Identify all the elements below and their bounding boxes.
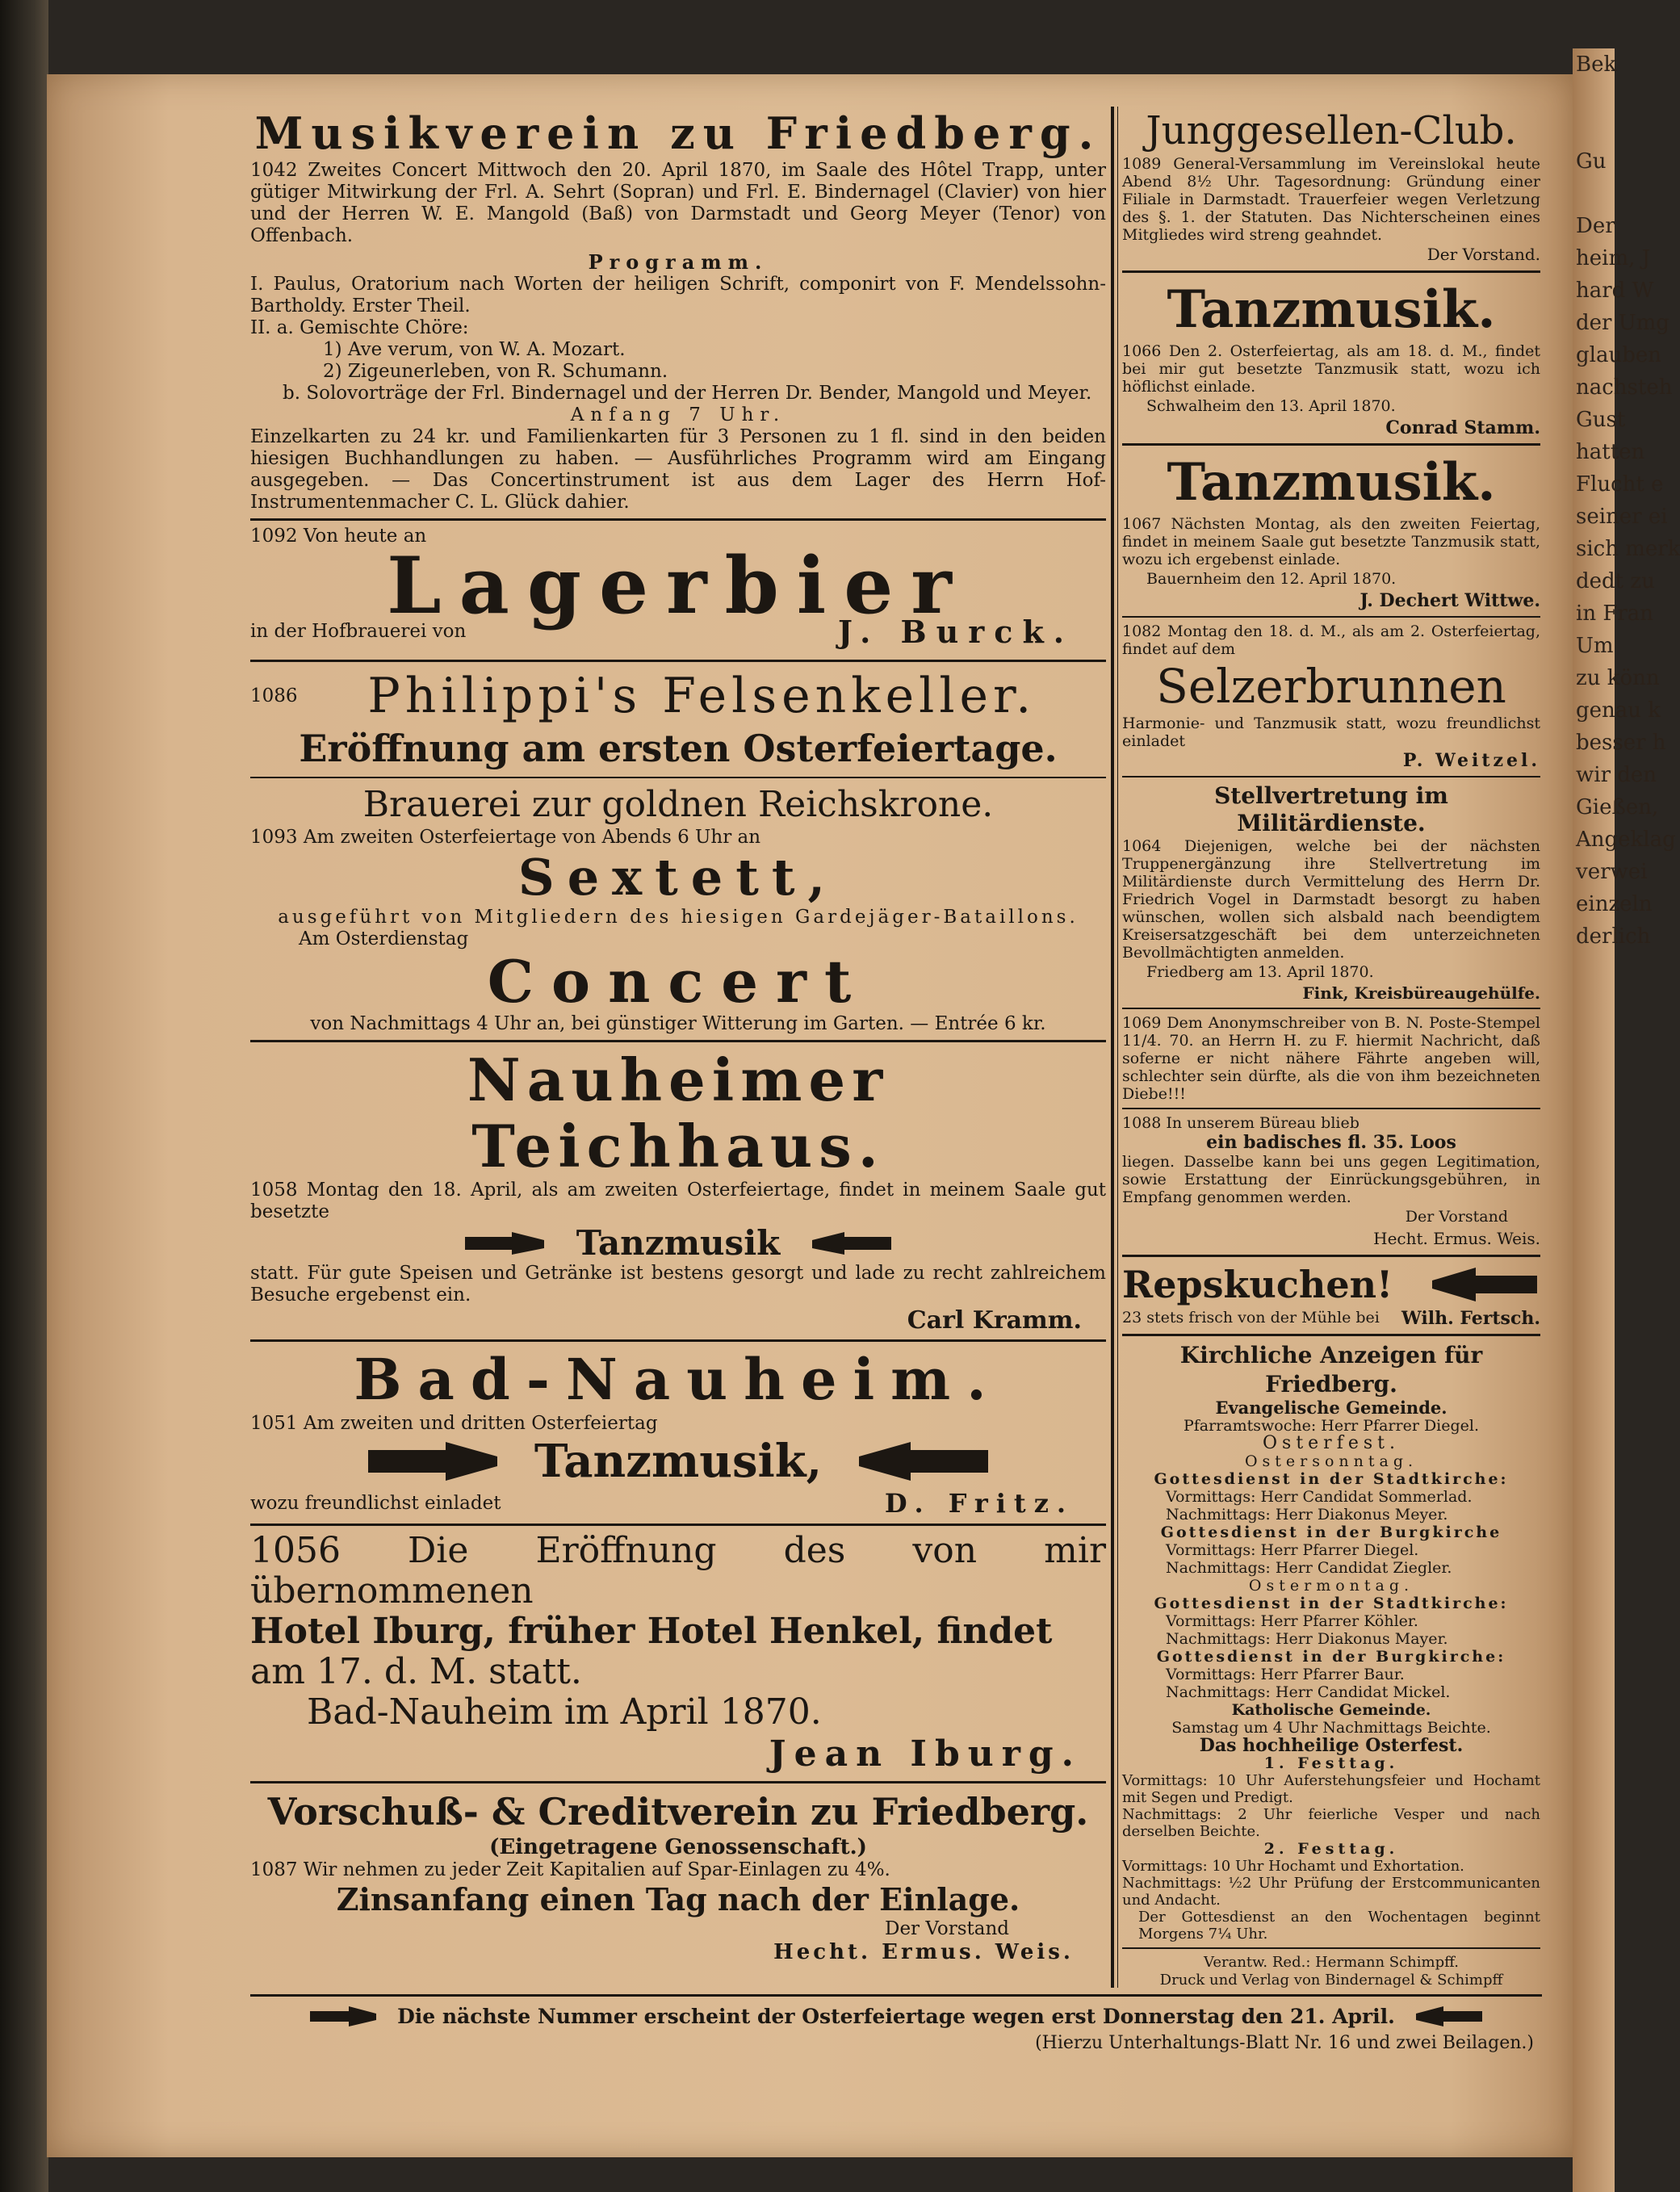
selzer-title: Selzerbrunnen <box>1156 659 1506 714</box>
vorschuss-subtitle: (Eingetragene Genossenschaft.) <box>489 1835 867 1859</box>
right-column <box>1122 107 1540 1989</box>
footer <box>250 2004 1542 2053</box>
separator <box>1122 1947 1540 1949</box>
imprint-editor: Verantw. Red.: Hermann Schimpff. <box>1204 1954 1459 1971</box>
tanzmusik-schwalheim-ad <box>1122 278 1540 438</box>
teichhaus-sign: Carl Kramm. <box>907 1306 1082 1335</box>
kirch-samstag: Samstag um 4 Uhr Nachmittags Beichte. <box>1171 1719 1491 1737</box>
kirch-f1a: Vormittags: 10 Uhr Auferstehungsfeier und Hochamt mit Segen und Predigt. <box>1122 1772 1540 1806</box>
adjacent-page-fragment: sich merk <box>1576 537 1680 561</box>
selzer-sign: P. Weitzel. <box>1402 750 1540 771</box>
bad-nauheim-text: 1051 Am zweiten und dritten Osterfeiertag <box>250 1413 658 1434</box>
kirch-g3b: Nachmittags: Herr Diakonus Mayer. <box>1166 1630 1448 1648</box>
kirch-g3: Gottesdienst in der Stadtkirche: <box>1154 1595 1509 1612</box>
tanzmusik-sign-2: J. Dechert Wittwe. <box>1360 590 1540 611</box>
hotel-iburg-ad <box>250 1531 1106 1776</box>
programm-item-2a: II. a. Gemischte Chöre: <box>250 317 469 338</box>
programm-item-1: I. Paulus, Oratorium nach Worten der heiligen Schrift, componirt von F. Mendelssohn-Bartholdy. Erster Theil. <box>250 274 1106 316</box>
separator <box>250 518 1106 521</box>
stellvertretung-sign: Fink, Kreisbüreaugehülfe. <box>1302 983 1540 1003</box>
adjacent-page-fragment: Gu <box>1576 149 1607 174</box>
selzer-text2: Harmonie- und Tanzmusik statt, wozu freundlichst einladet <box>1122 715 1540 750</box>
separator <box>1122 1008 1540 1009</box>
kirch-g4: Gottesdienst in der Burgkirche: <box>1156 1648 1506 1666</box>
iburg-line-1: 1056 Die Eröffnung des von mir übernommenen <box>250 1530 1106 1612</box>
adjacent-page-fragment: wir den <box>1576 763 1657 787</box>
anonym-notice: 1069 Dem Anonymschreiber von B. N. Poste-Stempel 11/4. 70. an Herrn H. zu F. hiermit Nachricht, daß soferne er nicht nähere Fährte angeben will, schlechter sein dürfte, als die von ihm bezeichneten Diebe!!! <box>1122 1014 1540 1103</box>
separator <box>1122 443 1540 446</box>
tanzmusik-place-1: Schwalheim den 13. April 1870. <box>1146 397 1396 415</box>
bad-nauheim-text2: wozu freundlichst einladet <box>250 1492 501 1514</box>
adjacent-page-fragment <box>1573 81 1615 113</box>
pointing-hand-right-icon <box>463 1229 552 1258</box>
adjacent-page-fragment: Angeklag <box>1576 828 1676 852</box>
felsenkeller-num: 1086 <box>250 685 298 706</box>
iburg-line-2: Hotel Iburg, früher Hotel Henkel, findet <box>250 1611 1053 1652</box>
bad-nauheim-sign: D. Fritz. <box>884 1488 1074 1519</box>
loos-bold: ein badisches fl. 35. Loos <box>1206 1132 1456 1153</box>
tanzmusik-title-1: Tanzmusik. <box>1167 279 1496 340</box>
vorschuss-names: Hecht. Ermus. Weis. <box>773 1940 1074 1964</box>
kirch-ostersonntag: Ostersonntag. <box>1244 1452 1418 1470</box>
adjacent-page-fragment: dedt zu <box>1576 569 1655 593</box>
adjacent-page-fragment <box>1573 113 1615 145</box>
separator <box>250 1040 1106 1042</box>
lagerbier-line: in der Hofbrauerei von <box>250 621 467 642</box>
iburg-line-3: am 17. d. M. statt. <box>250 1651 582 1692</box>
kirch-ostermontag: Ostermontag. <box>1248 1577 1414 1595</box>
programm-item-2b: b. Solovorträge der Frl. Bindernagel und der Herren Dr. Bender, Mangold und Meyer. <box>283 383 1092 404</box>
kirch-g1a: Vormittags: Herr Candidat Sommerlad. <box>1166 1488 1473 1506</box>
kirch-g4a: Vormittags: Herr Pfarrer Baur. <box>1166 1666 1405 1683</box>
osterdienstag-line: Am Osterdienstag <box>299 928 469 949</box>
kirch-pfarramt: Pfarramtswoche: Herr Pfarrer Diegel. <box>1183 1417 1480 1435</box>
kirch-osterfest: Osterfest. <box>1263 1433 1400 1453</box>
separator <box>1122 1334 1540 1336</box>
repskuchen-sign: Wilh. Fertsch. <box>1401 1307 1540 1329</box>
stellvertretung-ad <box>1122 782 1540 1003</box>
kirch-g1b: Nachmittags: Herr Diakonus Meyer. <box>1166 1506 1448 1524</box>
separator <box>250 1524 1106 1526</box>
adjacent-page-fragment: Um <box>1576 634 1614 658</box>
adjacent-page-fragment: hatten <box>1576 440 1645 464</box>
kirch-f2b: Nachmittags: ½2 Uhr Prüfung der Erstcommunicanten und Andacht. <box>1122 1875 1540 1909</box>
junggesellen-sign: Der Vorstand. <box>1427 245 1540 264</box>
adjacent-page-fragment <box>1573 178 1615 210</box>
pointing-hand-right-icon <box>365 1437 502 1486</box>
pointing-hand-left-icon <box>1411 2004 1484 2028</box>
newspaper-page <box>47 74 1573 2157</box>
kirch-hochheilig: Das hochheilige Osterfest. <box>1199 1735 1464 1756</box>
pointing-hand-right-icon <box>308 2004 381 2028</box>
reichskrone-ad <box>250 783 1106 1035</box>
adjacent-page-fragment: Flucht e <box>1576 472 1664 497</box>
iburg-sign: Jean Iburg. <box>769 1733 1082 1775</box>
zinsanfang: Zinsanfang einen Tag nach der Einlage. <box>336 1881 1020 1917</box>
adjacent-page-fragment: derlich <box>1576 924 1651 949</box>
selzerbrunnen-ad <box>1122 622 1540 771</box>
adjacent-page-fragment: seiner ei <box>1576 505 1668 529</box>
separator <box>1122 616 1540 618</box>
kirch-evangelisch: Evangelische Gemeinde. <box>1215 1398 1447 1418</box>
felsenkeller-title: Philippi's Felsenkeller. <box>367 668 1037 724</box>
vorschuss-text: 1087 Wir nehmen zu jeder Zeit Kapitalien auf Spar-Einlagen zu 4%. <box>250 1859 890 1880</box>
separator <box>250 777 1106 778</box>
column-divider <box>1111 107 1114 1988</box>
lagerbier-brewer: J. Burck. <box>838 614 1074 650</box>
stellvertretung-text: 1064 Diejenigen, welche bei der nächsten Truppenergänzung ihre Stellvertretung im Militärdienste durch Vermittelung des Herrn Dr. Friedrich Vogel in Darmstadt besorgt zu haben wünschen, wollen sich alsbald nach beendigtem Kreisersatzgeschäft bei dem unterzeichneten Bevollmächtigten anmelden. <box>1122 837 1540 962</box>
tanzmusik-bauernheim-ad <box>1122 451 1540 611</box>
anfang-time: Anfang 7 Uhr. <box>570 404 786 425</box>
iburg-line-4: Bad-Nauheim im April 1870. <box>307 1691 822 1733</box>
kirch-festtag-1: 1. Festtag. <box>1263 1754 1399 1772</box>
reichskrone-intro: 1093 Am zweiten Osterfeiertage von Abends 6 Uhr an <box>250 827 761 848</box>
pointing-hand-left-icon <box>1427 1264 1540 1305</box>
lagerbier-title: Lagerbier <box>387 540 970 631</box>
tanzmusik-title-2: Tanzmusik. <box>1167 452 1496 513</box>
programm-heading: Programm. <box>588 250 769 274</box>
kirch-g3a: Vormittags: Herr Pfarrer Köhler. <box>1166 1612 1418 1630</box>
separator <box>1122 1255 1540 1257</box>
teichhaus-ad <box>250 1047 1106 1335</box>
lagerbier-ad <box>250 526 1106 655</box>
kirch-g4b: Nachmittags: Herr Candidat Mickel. <box>1166 1683 1451 1701</box>
selzer-text: 1082 Montag den 18. d. M., als am 2. Osterfeiertag, findet auf dem <box>1122 622 1540 658</box>
adjacent-page-fragment: nachsteh <box>1576 375 1673 400</box>
programm-item-2a1: 1) Ave verum, von W. A. Mozart. <box>323 339 626 360</box>
teichhaus-title: Nauheimer Teichhaus. <box>467 1046 890 1180</box>
repskuchen-ad <box>1122 1262 1540 1329</box>
kirch-f1b: Nachmittags: 2 Uhr feierliche Vesper und nach derselben Beichte. <box>1122 1806 1540 1840</box>
kirch-g2: Gottesdienst in der Burgkirche <box>1160 1524 1502 1541</box>
adjacent-page-fragment: verwei <box>1576 860 1648 884</box>
karten-info: Einzelkarten zu 24 kr. und Familienkarten für 3 Personen zu 1 fl. sind in den beiden hiesigen Buchhandlungen zu haben. — Ausführliches Programm wird am Eingang ausgegeben. — Das Concertinstrument ist aus dem Lager des Herrn Hof-Instrumentenmacher C. L. Glück dahier. <box>250 426 1106 513</box>
tanzmusik-sign-1: Conrad Stamm. <box>1385 417 1540 438</box>
vorschuss-ad <box>250 1788 1106 1964</box>
separator <box>1122 1108 1540 1109</box>
book-binding <box>0 0 48 2192</box>
footer-rule <box>250 1994 1542 1997</box>
adjacent-page-fragment: Der <box>1576 214 1615 238</box>
separator <box>1122 270 1540 273</box>
repskuchen-text: 23 stets frisch von der Mühle bei <box>1122 1309 1380 1327</box>
kirch-festtag-2: 2. Festtag. <box>1263 1840 1399 1858</box>
adjacent-page-fragment: der Umg <box>1576 311 1670 335</box>
felsenkeller-subtitle: Eröffnung am ersten Osterfeiertage. <box>299 727 1058 770</box>
tanzmusik-place-2: Bauernheim den 12. April 1870. <box>1146 570 1397 588</box>
loos-text2: liegen. Dasselbe kann bei uns gegen Legitimation, sowie Erstattung der Einrückungsgebühren, in Empfang genommen werden. <box>1122 1153 1540 1206</box>
concert-time: von Nachmittags 4 Uhr an, bei günstiger Witterung im Garten. — Entrée 6 kr. <box>310 1013 1046 1034</box>
adjacent-page-fragment: genau k <box>1576 698 1661 723</box>
vorschuss-title: Vorschuß- & Creditverein zu Friedberg. <box>267 1790 1089 1834</box>
junggesellen-text: 1089 General-Versammlung im Vereinslokal heute Abend 8½ Uhr. Tagesordnung: Gründung einer Filiale in Darmstadt. Trauerfeier wegen Verletzung des §. 1. der Statuten. Das Nichterscheinen eines Mitgliedes wird streng geahndet. <box>1122 155 1540 244</box>
stellvertretung-place: Friedberg am 13. April 1870. <box>1146 963 1374 981</box>
imprint-printer: Druck und Verlag von Bindernagel & Schimpff <box>1159 1972 1503 1989</box>
repskuchen-title: Repskuchen! <box>1122 1263 1393 1306</box>
kirchliche-anzeigen <box>1122 1341 1540 1943</box>
teichhaus-text2: statt. Für gute Speisen und Getränke ist bestens gesorgt und lade zu recht zahlreichem Besuche ergebenst ein. <box>250 1263 1106 1306</box>
loos-vorstand: Der Vorstand <box>1405 1208 1508 1226</box>
teichhaus-text: 1058 Montag den 18. April, als am zweiten Osterfeiertage, findet in meinem Saale gut besetzte <box>250 1180 1106 1222</box>
loos-names: Hecht. Ermus. Weis. <box>1373 1229 1540 1248</box>
tanzmusik-text-1: 1066 Den 2. Osterfeiertag, als am 18. d. M., findet bei mir gut besetzte Tanzmusik statt, wozu ich höflichst einlade. <box>1122 342 1540 396</box>
separator <box>250 660 1106 662</box>
adjacent-page-fragment: Gust <box>1576 408 1626 432</box>
column-divider-thin <box>1117 107 1118 1988</box>
adjacent-page-strip <box>1573 48 1680 2192</box>
pointing-hand-left-icon <box>804 1229 893 1258</box>
kirch-f2a: Vormittags: 10 Uhr Hochamt und Exhortation. <box>1122 1858 1464 1875</box>
stellvertretung-title: Stellvertretung im Militärdienste. <box>1214 782 1448 836</box>
musikverein-ad <box>250 107 1106 513</box>
bad-nauheim-ad <box>250 1347 1106 1519</box>
reichskrone-title: Brauerei zur goldnen Reichskrone. <box>362 784 994 825</box>
kirch-g1: Gottesdienst in der Stadtkirche: <box>1154 1470 1509 1488</box>
junggesellen-ad <box>1122 107 1540 266</box>
pointing-hand-left-icon <box>854 1437 991 1486</box>
kirch-f2c: Der Gottesdienst an den Wochentagen beginnt Morgens 7¼ Uhr. <box>1138 1909 1540 1943</box>
loos-text1: 1088 In unserem Büreau blieb <box>1122 1114 1360 1132</box>
teichhaus-tanzmusik: Tanzmusik <box>576 1223 781 1263</box>
musikverein-intro: 1042 Zweites Concert Mittwoch den 20. April 1870, im Saale des Hôtel Trapp, unter gütiger Mitwirkung der Frl. A. Sehrt (Sopran) und Frl. E. Bindernagel (Clavier) von hier und der Herren W. E. Mangold (Baß) von Darmstadt und Georg Meyer (Tenor) von Offenbach. <box>250 160 1106 246</box>
adjacent-page-fragment: Gießen, <box>1576 795 1659 819</box>
kirch-g2a: Vormittags: Herr Pfarrer Diegel. <box>1166 1541 1419 1559</box>
bad-nauheim-tanzmusik: Tanzmusik, <box>534 1435 823 1488</box>
musikverein-title: Musikverein zu Friedberg. <box>254 107 1102 159</box>
lagerbier-intro: 1092 Von heute an <box>250 526 427 547</box>
sextett-title: Sextett, <box>517 848 839 907</box>
adjacent-page-fragment: Bek <box>1576 52 1617 77</box>
programm-item-2a2: 2) Zigeunerleben, von R. Schumann. <box>323 361 668 382</box>
adjacent-page-fragment: zu könn <box>1576 666 1660 690</box>
kirch-katholisch: Katholische Gemeinde. <box>1231 1701 1431 1719</box>
footer-beilage: (Hierzu Unterhaltungs-Blatt Nr. 16 und zwei Beilagen.) <box>1035 2033 1534 2053</box>
concert-title: Concert <box>487 947 869 1016</box>
separator <box>250 1339 1106 1342</box>
loos-ad <box>1122 1114 1540 1250</box>
adjacent-page-fragment: einzeln <box>1576 892 1653 916</box>
vorschuss-vorstand: Der Vorstand <box>885 1918 1009 1939</box>
adjacent-page-fragment: hard W <box>1576 279 1654 303</box>
footer-notice: Die nächste Nummer erscheint der Osterfeiertage wegen erst Donnerstag den 21. April. <box>397 2004 1395 2028</box>
sextett-desc: ausgeführt von Mitgliedern des hiesigen Gardejäger-Bataillons. <box>278 907 1079 928</box>
bad-nauheim-title: Bad-Nauheim. <box>354 1346 1003 1413</box>
tanzmusik-text-2: 1067 Nächsten Montag, als den zweiten Feiertag, findet in meinem Saale gut besetzte Tanzmusik statt, wozu ich ergebenst einlade. <box>1122 515 1540 568</box>
separator <box>250 1781 1106 1783</box>
adjacent-page-fragment: in Fran <box>1576 601 1654 626</box>
separator <box>1122 776 1540 777</box>
adjacent-page-fragment: glauben <box>1576 343 1661 367</box>
adjacent-page-fragment: heim, J <box>1576 246 1651 270</box>
felsenkeller-ad <box>250 667 1106 772</box>
adjacent-page-fragment: besser h <box>1576 731 1666 755</box>
left-column <box>250 107 1106 1964</box>
kirch-title: Kirchliche Anzeigen für Friedberg. <box>1179 1342 1483 1398</box>
kirch-g2b: Nachmittags: Herr Candidat Ziegler. <box>1166 1559 1452 1577</box>
junggesellen-title: Junggesellen-Club. <box>1146 108 1517 153</box>
